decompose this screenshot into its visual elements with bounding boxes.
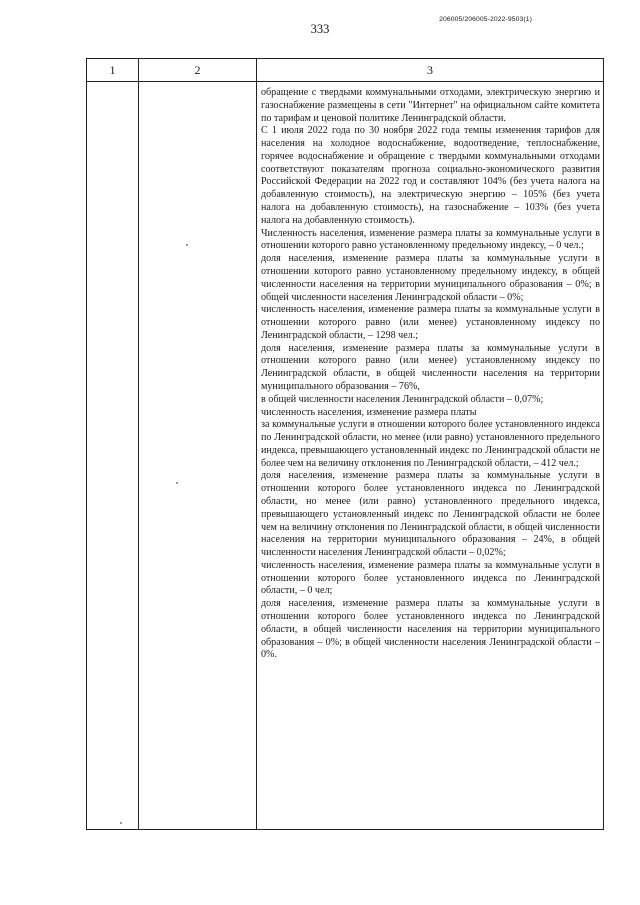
table-row [87, 82, 604, 830]
cell-text [257, 82, 603, 662]
table-cell-col1 [87, 82, 139, 830]
scan-speck [120, 822, 122, 824]
column-header-3: 3 [257, 59, 604, 82]
scan-speck [186, 244, 188, 246]
paragraph: С 1 июля 2022 года по 30 ноября 2022 года темпы изменения тарифов для населения на холодное водоснабжение, водоотведение, теплоснабжение, горячее водоснабжение и обращение с твердыми коммунальными отходами соответствуют показателям прогноза социально-экономического развития Российской Федерации на 2022 год и составляют 104% (без учета налога на добавленную стоимость), на электрическую энергию – 105% (без учета налога на добавленную стоимость), на газоснабжение – 103% (без учета налога на добавленную стоимость). [261, 125, 600, 226]
paragraph: в общей численности населения Ленинградской области – 0,07%; [261, 393, 544, 405]
paragraph: численность населения, изменение размера платы за коммунальные услуги в отношении которого более установленного индекса по Ленинградской области, – 0 чел; [261, 559, 600, 597]
paragraph: численность населения, изменение размера платы за коммунальные услуги в отношении которого равно (или менее) установленному индексу по Ленинградской области, – 1298 чел.; [261, 304, 600, 341]
paragraph: доля населения, изменение размера платы за коммунальные услуги в отношении которого равно (или менее) установленному индексу по Ленинградской области, в общей численности населения на территории муниципального образования – 76%, [261, 342, 600, 392]
paragraph: численность населения, изменение размера платы [261, 406, 477, 418]
table-cell-col2 [139, 82, 257, 830]
column-header-2: 2 [139, 59, 257, 82]
document-code: 206005/206005-2022-9503(1) [439, 16, 532, 23]
table-header-row [87, 59, 604, 82]
paragraph: обращение с твердыми коммунальными отходами, электрическую энергию и газоснабжение размещены в сети "Интернет" на официальном сайте комитета по тарифам и ценовой политике Ленинградской области. [261, 87, 600, 124]
paragraph: доля населения, изменение размера платы за коммунальные услуги в отношении которого более установленного индекса по Ленинградской области, но менее (или равно) установленного предельного индекса, превышающего установленный индекс по Ленинградской области не более чем на величину отклонения по Ленинградской области, в общей численности населения на территории муниципального образования – 24%, в общей численности населения Ленинградской области – 0,02%; [261, 470, 600, 559]
document-table [86, 58, 604, 830]
column-header-1: 1 [87, 59, 139, 82]
table-cell-col3 [257, 82, 604, 830]
paragraph: за коммунальные услуги в отношении которого более установленного индекса по Ленинградской области, но менее (или равно) установленного предельного индекса, превышающего установленный индекс по Ленинградской области не более чем на величину отклонения по Ленинградской области, – 412 чел.; [261, 419, 600, 469]
page-number: 333 [310, 22, 330, 36]
paragraph: доля населения, изменение размера платы за коммунальные услуги в отношении которого более установленного индекса по Ленинградской области, в общей численности населения на территории муниципального образования – 0%; в общей численности населения Ленинградской области – 0%. [261, 598, 600, 661]
scan-speck [176, 482, 178, 484]
paragraph: Численность населения, изменение размера платы за коммунальные услуги в отношении которого равно установленному предельному индексу, – 0 чел.; [261, 227, 600, 252]
paragraph: доля населения, изменение размера платы за коммунальные услуги в отношении которого равно установленному предельному индексу, в общей численности населения на территории муниципального образования – 0%; в общей численности населения Ленинградской области – 0%; [261, 253, 600, 303]
